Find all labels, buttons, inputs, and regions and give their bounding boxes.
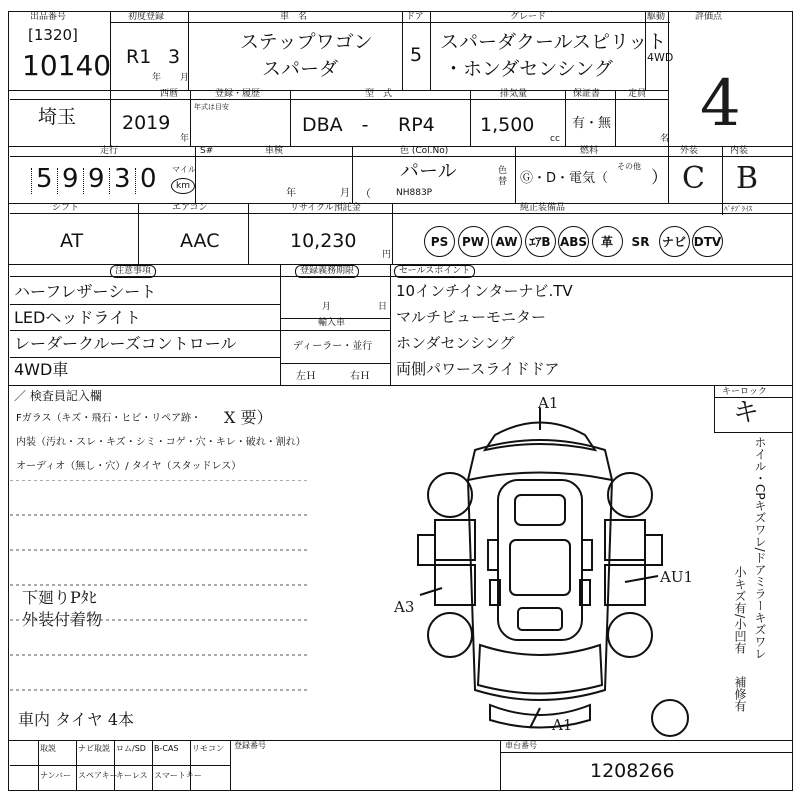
displacement-caption: 排気量 (500, 89, 528, 99)
equipment-item: ｴｱB (525, 226, 556, 257)
notes-caption: 注意事項 (110, 265, 156, 278)
year-model-note: 年式は目安 (194, 103, 229, 111)
damage-a1-bottom: A1 (552, 716, 573, 734)
sales-point-item: マルチビューモニター (396, 308, 547, 326)
damage-au1: AU1 (660, 568, 694, 586)
handwritten-exterior: 外装付着物 (22, 610, 103, 629)
equipment-item: AW (491, 226, 522, 257)
bottom-label: ナンバー (40, 771, 72, 780)
model-name-caption: 車 名 (280, 12, 308, 22)
warranty-value: 有・無 (572, 116, 612, 131)
recycle-unit: 円 (382, 250, 392, 260)
exterior-value: C (682, 161, 705, 196)
fuel-caption: 燃料 (580, 146, 599, 156)
shift-caption: シフト (52, 203, 80, 213)
chassis-number-caption: 車台番号 (505, 741, 537, 750)
pin-box-caption: ﾊﾟﾁﾌﾟﾗｲｽ (724, 205, 752, 213)
bottom-label: スペアキー (78, 771, 118, 780)
inspector-line-interior: 内装（汚れ・スレ・キズ・シミ・コゲ・穴・キレ・破れ・割れ） (16, 437, 306, 448)
mileage-unit: km (171, 178, 195, 194)
interior-value: B (736, 161, 759, 196)
region-value: 埼玉 (38, 106, 77, 128)
import-dealer: ディーラー・並行 (293, 341, 373, 352)
side-text-col3: 補修有 (733, 676, 747, 712)
vehicle-doors: 5 (410, 44, 423, 66)
first-reg-year-unit: 年 (152, 73, 162, 83)
mileage-caption: 走行 (100, 146, 119, 156)
bottom-label: ナビ取説 (78, 744, 110, 753)
import-handle-right: 右Ｈ (350, 371, 370, 382)
capacity-caption: 定員 (628, 89, 647, 99)
exterior-caption: 外装 (680, 146, 699, 156)
sales-point-item: 両側パワースライドドア (396, 360, 560, 378)
equipment-item: 革 (592, 226, 623, 257)
chassis-number: 1208266 (590, 760, 675, 782)
displacement-value: 1,500 (480, 114, 535, 136)
equipment-item: PW (458, 226, 489, 257)
color-code: NH883P (396, 188, 433, 198)
drive-value: 4WD (647, 51, 674, 64)
grade-line1: スパーダクールスピリット (440, 31, 667, 53)
registration-number-caption: 登録番号 (234, 741, 266, 750)
western-year-caption: 西暦 (160, 89, 179, 99)
side-text-col2: 小キズ有/小凹有 (733, 566, 747, 655)
rating-caption: 評価点 (695, 12, 723, 22)
import-handle-left: 左Ｈ (296, 371, 316, 382)
mileage-digit: 0 (140, 164, 157, 194)
equipment-item: ABS (558, 226, 589, 257)
deadline-month: 月 (322, 302, 332, 312)
mileage-separator (109, 168, 110, 194)
model-type-caption: 型 式 (365, 89, 393, 99)
doors-caption: ドア (406, 12, 424, 22)
mileage-digit: 9 (62, 164, 79, 194)
sharp-caption: S# (200, 146, 214, 156)
aircon-caption: エアコン (172, 203, 208, 213)
capacity-unit: 名 (660, 134, 670, 144)
inspector-caption-text: 検査員記入欄 (29, 389, 102, 403)
equipment-caption: 純正装備品 (520, 203, 566, 213)
bottom-label: キーレス (116, 771, 148, 780)
import-caption: 輸入車 (318, 318, 346, 328)
warranty-caption: 保証書 (573, 89, 601, 99)
first-reg-month-unit: 月 (180, 73, 190, 83)
deadline-day: 日 (378, 302, 388, 312)
key-lock-value: キ (733, 398, 760, 428)
shaken-caption: 車検 (265, 146, 284, 156)
note-item: レーダークルーズコントロール (14, 334, 237, 353)
inspector-glass-mark: X 要） (224, 408, 273, 427)
inspector-line-audio: オーディオ（無し・穴）/ タイヤ（スタッドレス） (16, 461, 242, 472)
bottom-label: ロム/SD (116, 744, 146, 753)
lot-number-caption: 出品番号 (30, 12, 67, 22)
model-prefix: DBA - (302, 114, 369, 136)
inspector-line-glass: Fガラス（キズ・飛石・ヒビ・リペア跡・ (16, 413, 202, 424)
sales-point-item: ホンダセンシング (396, 334, 515, 352)
interior-caption: 内装 (730, 146, 749, 156)
mileage-separator (57, 168, 58, 194)
shaken-paren: （ (360, 187, 371, 200)
bottom-label: スマートキー (154, 771, 202, 780)
aircon-value: AAC (180, 230, 220, 252)
fuel-value: Ⓖ・D・電気（ (520, 171, 609, 186)
note-item: 4WD車 (14, 360, 69, 379)
vehicle-name-line1: ステップワゴン (240, 31, 373, 53)
equipment-item: ナビ (659, 226, 690, 257)
shaken-year-unit: 年 (286, 188, 296, 199)
year-value: 2019 (122, 112, 171, 134)
damage-a1-top: A1 (538, 394, 559, 412)
bottom-label: B-CAS (154, 744, 179, 753)
first-reg-month: 3 (168, 46, 181, 68)
year-unit: 年 (180, 134, 190, 144)
side-text-col1: ホイル・CPキズワレ/ドアミラーキズワレ (753, 436, 767, 660)
equipment-item: PS (424, 226, 455, 257)
inspector-caption: ／ 検査員記入欄 (14, 389, 102, 403)
first-reg-era: R1 (126, 46, 152, 68)
bottom-label: リモコン (192, 744, 224, 753)
registration-history-caption: 登録・履歴 (215, 89, 261, 99)
mileage-digit: 3 (114, 164, 131, 194)
color-value: パール (400, 160, 457, 182)
recycle-value: 10,230 (290, 230, 357, 252)
note-item: ハーフレザーシート (14, 282, 157, 301)
handwritten-tires: 車内 タイヤ 4本 (18, 710, 135, 729)
shift-value: AT (60, 230, 84, 252)
displacement-unit: cc (550, 134, 560, 144)
lot-number: 10140 (22, 49, 112, 82)
mileage-separator (135, 168, 136, 194)
equipment-item: DTV (692, 226, 723, 257)
mileage-separator (31, 168, 32, 194)
damage-a3: A3 (394, 598, 415, 616)
mileage-unit-top: マイル (172, 165, 196, 174)
color-caption: 色 (Col.No) (400, 146, 449, 156)
equipment-item: SR (631, 234, 650, 249)
grade-caption: グレード (510, 12, 547, 22)
mileage-separator (83, 168, 84, 194)
vehicle-name-line2: スパーダ (262, 58, 339, 80)
drive-caption: 駆動 (647, 12, 666, 22)
car-diagram (380, 390, 700, 740)
handwritten-underbody: 下廻りPﾀﾋ (22, 588, 97, 607)
grade-line2: ・ホンダセンシング (444, 58, 613, 80)
first-registration-caption: 初度登録 (128, 12, 165, 22)
key-lock-caption: キーロック (722, 387, 767, 397)
lot-prefix: [1320] (28, 26, 78, 44)
fuel-other: その他 (617, 162, 641, 171)
mileage-digit: 9 (88, 164, 105, 194)
rating-value: 4 (700, 67, 741, 141)
model-code: RP4 (398, 114, 435, 136)
note-item: LEDヘッドライト (14, 308, 141, 327)
recycle-caption: リサイクル預託金 (290, 203, 361, 213)
fuel-close: ） (651, 168, 668, 188)
sales-points-caption: セールスポイント (394, 265, 475, 278)
sales-point-item: 10インチインターナビ.TV (396, 282, 573, 300)
bottom-label: 取説 (40, 744, 56, 753)
mileage-digit: 5 (36, 164, 53, 194)
registration-deadline-caption: 登録義務期限 (295, 265, 359, 278)
shaken-month-unit: 月 (340, 188, 350, 199)
color-change: 色替 (498, 166, 508, 187)
